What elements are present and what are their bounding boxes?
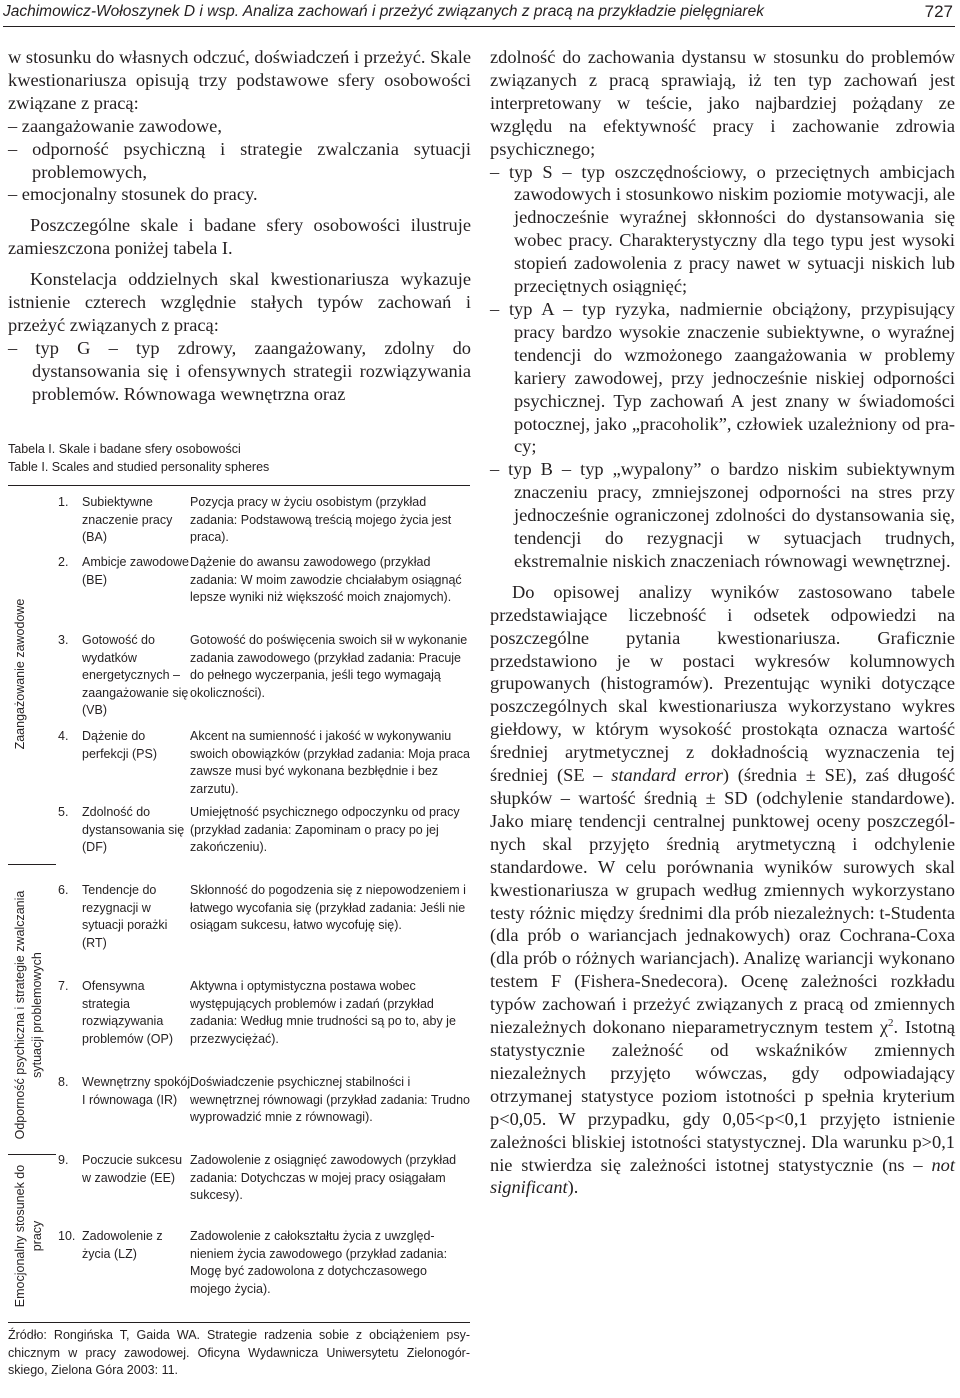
scale-name: Poczucie sukcesu w zawodzie (EE) [82,1153,183,1185]
sphere-label: Odporność psychiczna i strategie zwalczania sytuacji problemowych [13,890,44,1140]
list-item: – zaangażowanie zawodowe, [8,115,222,136]
running-head-title: Jachimowicz-Wołoszynek D i wsp. Analiza zachowań i przeżyć związanych z pracą na przykładzie pielęgniarek [3,3,764,20]
list-item-type-g: – typ G – typ zdrowy, zaangażowany, zdolny do dystansowania się i ofensywnych strategii rozwiązywania problemów. Równowaga wewnętrzna oraz [8,337,471,404]
scale-description: Akcent na sumienność i jakość w wykonywaniu swoich obowiązków (przykład zadania: Moja praca zawsze musi być wykonana bezbłędnie i bez zarzutu). [190,729,470,796]
row-number: 4. [58,729,69,743]
table-body [8,485,470,1323]
table-1 [8,441,471,1308]
sphere-cell [8,1158,54,1318]
left-column [8,46,471,406]
list-item: – odporność psychiczną i strategie zwalczania sytuacji problemowych, [8,138,471,182]
row-number: 9. [58,1153,69,1167]
right-column [490,46,955,1199]
scale-description: Aktywna i optymistyczna postawa wobec występujących problemów i zadań (przykład zadania: Według mnie trudności są po to, aby je przezwyciężać). [190,979,456,1046]
sphere-label: Emocjonalny stosunek do pracy [13,1164,44,1308]
table-caption-en: Table I. Scales and studied personality spheres [8,459,270,474]
row-number: 5. [58,805,69,819]
paragraph-continuation: zdolność do zachowania dystansu w stosunku do problemów związanych z pracą sprawiają, iż ten typ zachowań jest interpretowany w teście, jako najbardziej pożądany ze względu na efektywność pracy i zachowanie zdrowia psychicznego; [490,47,955,159]
row-number: 6. [58,883,69,897]
superscript: 2 [888,1016,894,1029]
scale-description: Pozycja pracy w życiu osobistym (przykład zadania: Podstawową treścią mojego życia jest praca). [190,495,452,545]
list-item-type-b: – typ B – typ „wypalony” o bardzo niskim subiektywnym znaczeniu pracy, zmniejszonej odporności na stres przy jednocześnie ograniczonej zdolności do dystansowania się, tendencji do rezygnacji w sytuacjach trudnych, ekstremalnie niskich znaczeniach równowagi wewnętrznej. [490,459,955,571]
sphere-divider [8,864,56,865]
scale-name: Dążenie do perfekcji (PS) [82,729,158,761]
sphere-label: Zaangażowanie zawodowe [13,598,27,750]
table-source: Źródło: Rongińska T, Gaida WA. Strategie radzenia sobie z obciążeniem psychicznym w pracy zawodowej. Oficyna Wydawnicza Uniwersytetu Zielonogórskiego, Zielona Góra 2003: 11. [8,1328,470,1378]
paragraph-table-ref: Poszczególne skale i badane sfery osobowości ilustruje zamieszczona poniżej tabela I. [8,215,471,259]
row-number: 3. [58,633,69,647]
running-head [3,0,955,27]
row-number: 7. [58,979,69,993]
page-number: 727 [924,2,953,21]
scale-name: Subiektywne znaczenie pracy (BA) [82,495,173,545]
scale-name: Gotowość do wydatków energetycznych – zaangażowanie się (VB) [82,633,189,718]
row-number: 1. [58,495,69,509]
paragraph-types: Konstelacja oddzielnych skal kwestionariusza wykazuje istnienie czterech względnie stałych typów zachowań i przeżyć związanych z pracą: [8,269,471,335]
scale-name: Ofensywna strategia rozwiązywania problemów (OP) [82,979,173,1046]
scale-name: Zadowolenie z życia (LZ) [82,1229,163,1261]
list-item-type-s: – typ S – typ oszczędnościowy, o przeciętnych ambicjach zawodowych i stosunkowo niskim poziomie motywacji, ale jednocześnie wyraźnej skłonności do dystansowania się wobec pracy. Charakterystyczny dla tego typu jest wysoki stopień zadowolenia z pracy nawet w sytuacji niskich lub przeciętnych osiągnięć; [490,161,955,297]
scale-name: Tendencje do rezygnacji w sytuacji porażki (RT) [82,883,168,950]
scale-description: Skłonność do pogodzenia się z niepowodzeniem i łatwego wycofania się (przykład zadania: Jeśli nie osiągam sukcesu, łatwo wycofuję się). [190,883,466,933]
list-item: – emocjonalny stosunek do pracy. [8,184,258,205]
sphere-cell [8,494,54,850]
sphere-divider [8,1154,56,1155]
scale-description: Dążenie do awansu zawodowego (przykład zadania: W moim zawodzie chciałabym osiągnąć lepsze wyniki niż większość moich znajomych). [190,555,462,605]
row-number: 2. [58,555,69,569]
scale-description: Umiejętność psychicznego odpoczynku od pracy (przykład zadania: Zapominam o pracy po jej zakończeniu). [190,805,460,855]
sphere-cell [8,870,54,1170]
scale-description: Zadowolenie z osiągnięć zawodowych (przykład zadania: Dotychczas w mojej pracy osiągałam sukcesy). [190,1153,457,1203]
table-caption-pl: Tabela I. Skale i badane sfery osobowości [8,442,241,456]
row-number: 8. [58,1075,69,1089]
scale-name: Wewnętrzny spokój I równowaga (IR) [82,1075,191,1107]
scale-name: Ambicje zawodowe (BE) [82,555,189,587]
scale-description: Zadowolenie z całokształtu życia z uwzględnieniem życia zawodowego (przykład zadania: Mogę być zadowolona z dotychczasowego mojego życia). [190,1229,448,1296]
row-number: 10. [58,1229,76,1243]
list-item-type-a: – typ A – typ ryzyka, nadmiernie obciążony, przypisujący pracy bardzo wysokie znaczenie subiektywne, o wyraźnej tendencji do wzmożonego zaangażowania w problemy kariery zawodowej, przy jednocześnie niskiej odporności psychicznej. Typ zachowań A jest znany w świadomości potocznej, jako „pracoholik”, człowiek uzależniony od pracy; [490,298,955,457]
italic-term: standard error [611,765,723,786]
italic-term: not significant [490,1154,955,1198]
scale-name: Zdolność do dystansowania się (DF) [82,805,185,855]
scale-description: Gotowość do poświęcenia swoich sił w wykonanie zadania zawodowego (przykład zadania: Pracuje do pełnego wyczerpania, jeśli tego wymagają okoliczności). [190,633,468,700]
paragraph-intro: w stosunku do własnych odczuć, doświadczeń i przeżyć. Skale kwestionariusza opisują trzy podstawowe sfery osobowości związane z pracą: [8,47,471,113]
scale-description: Doświadczenie psychicznej stabilności i wewnętrznej równowagi (przykład zadania: Trudno wyprowadzić mnie z równowagi). [190,1075,471,1125]
paragraph-methods: Do opisowej analizy wyników zastosowano tabele przedstawiające liczebność i odsetek odpowiedzi na poszczególne pytania kwestionariusza. Graficznie przedstawiono je w postaci wykresów kolumnowych grupowanych (histogramów). Prezentując wyniki dotyczące poszczególnych skal kwestionariusza wykorzystano wykres giełdowy, w którym wysokość prostokąta oznacza wartość średniej arytmetycznej z dokładnością wyznaczenia tej średniej (SE – standard error) (średnia ± SE), zaś długość słupków – wartość średnią ± SD (odchylenie standardowe). Jako miarę tendencji centralnej punktowej oceny poszczególnych skal przyjęto średnią arytmetyczną i odchylenie standardowe. W celu porównania wyników surowych skal kwestionariusza w grupach według zmiennych wykorzystano testy różnic między średnimi dla prób niezależnych: t-Studenta (dla prób o wariancjach jednakowych) oraz Cochrana-Coxa (dla prób o różnych wariancjach). Analizę wariancji wykonano testem F (Fishera-Snedecora). Ocenę zależności rozkładu typów zachowań i przeżyć związanych z pracą od zmiennych niezależnych dokonano nieparametrycznym testem $\chi^2$. Istotną statystycznie zależność od wskaźników zmiennych niezależnych przyjęto wówczas, gdy odpowiadający otrzymanej statystyce poziom istotności p spełnia kryterium p<0,05. W przypadku, gdy 0,05<p<0,1 przyjęto istnienie zależności bliskiej istotności statystycznej. Dla warunku p>0,1 nie stwierdza się zależności istotnej statystycznie (ns – not significant). [490,581,955,1198]
